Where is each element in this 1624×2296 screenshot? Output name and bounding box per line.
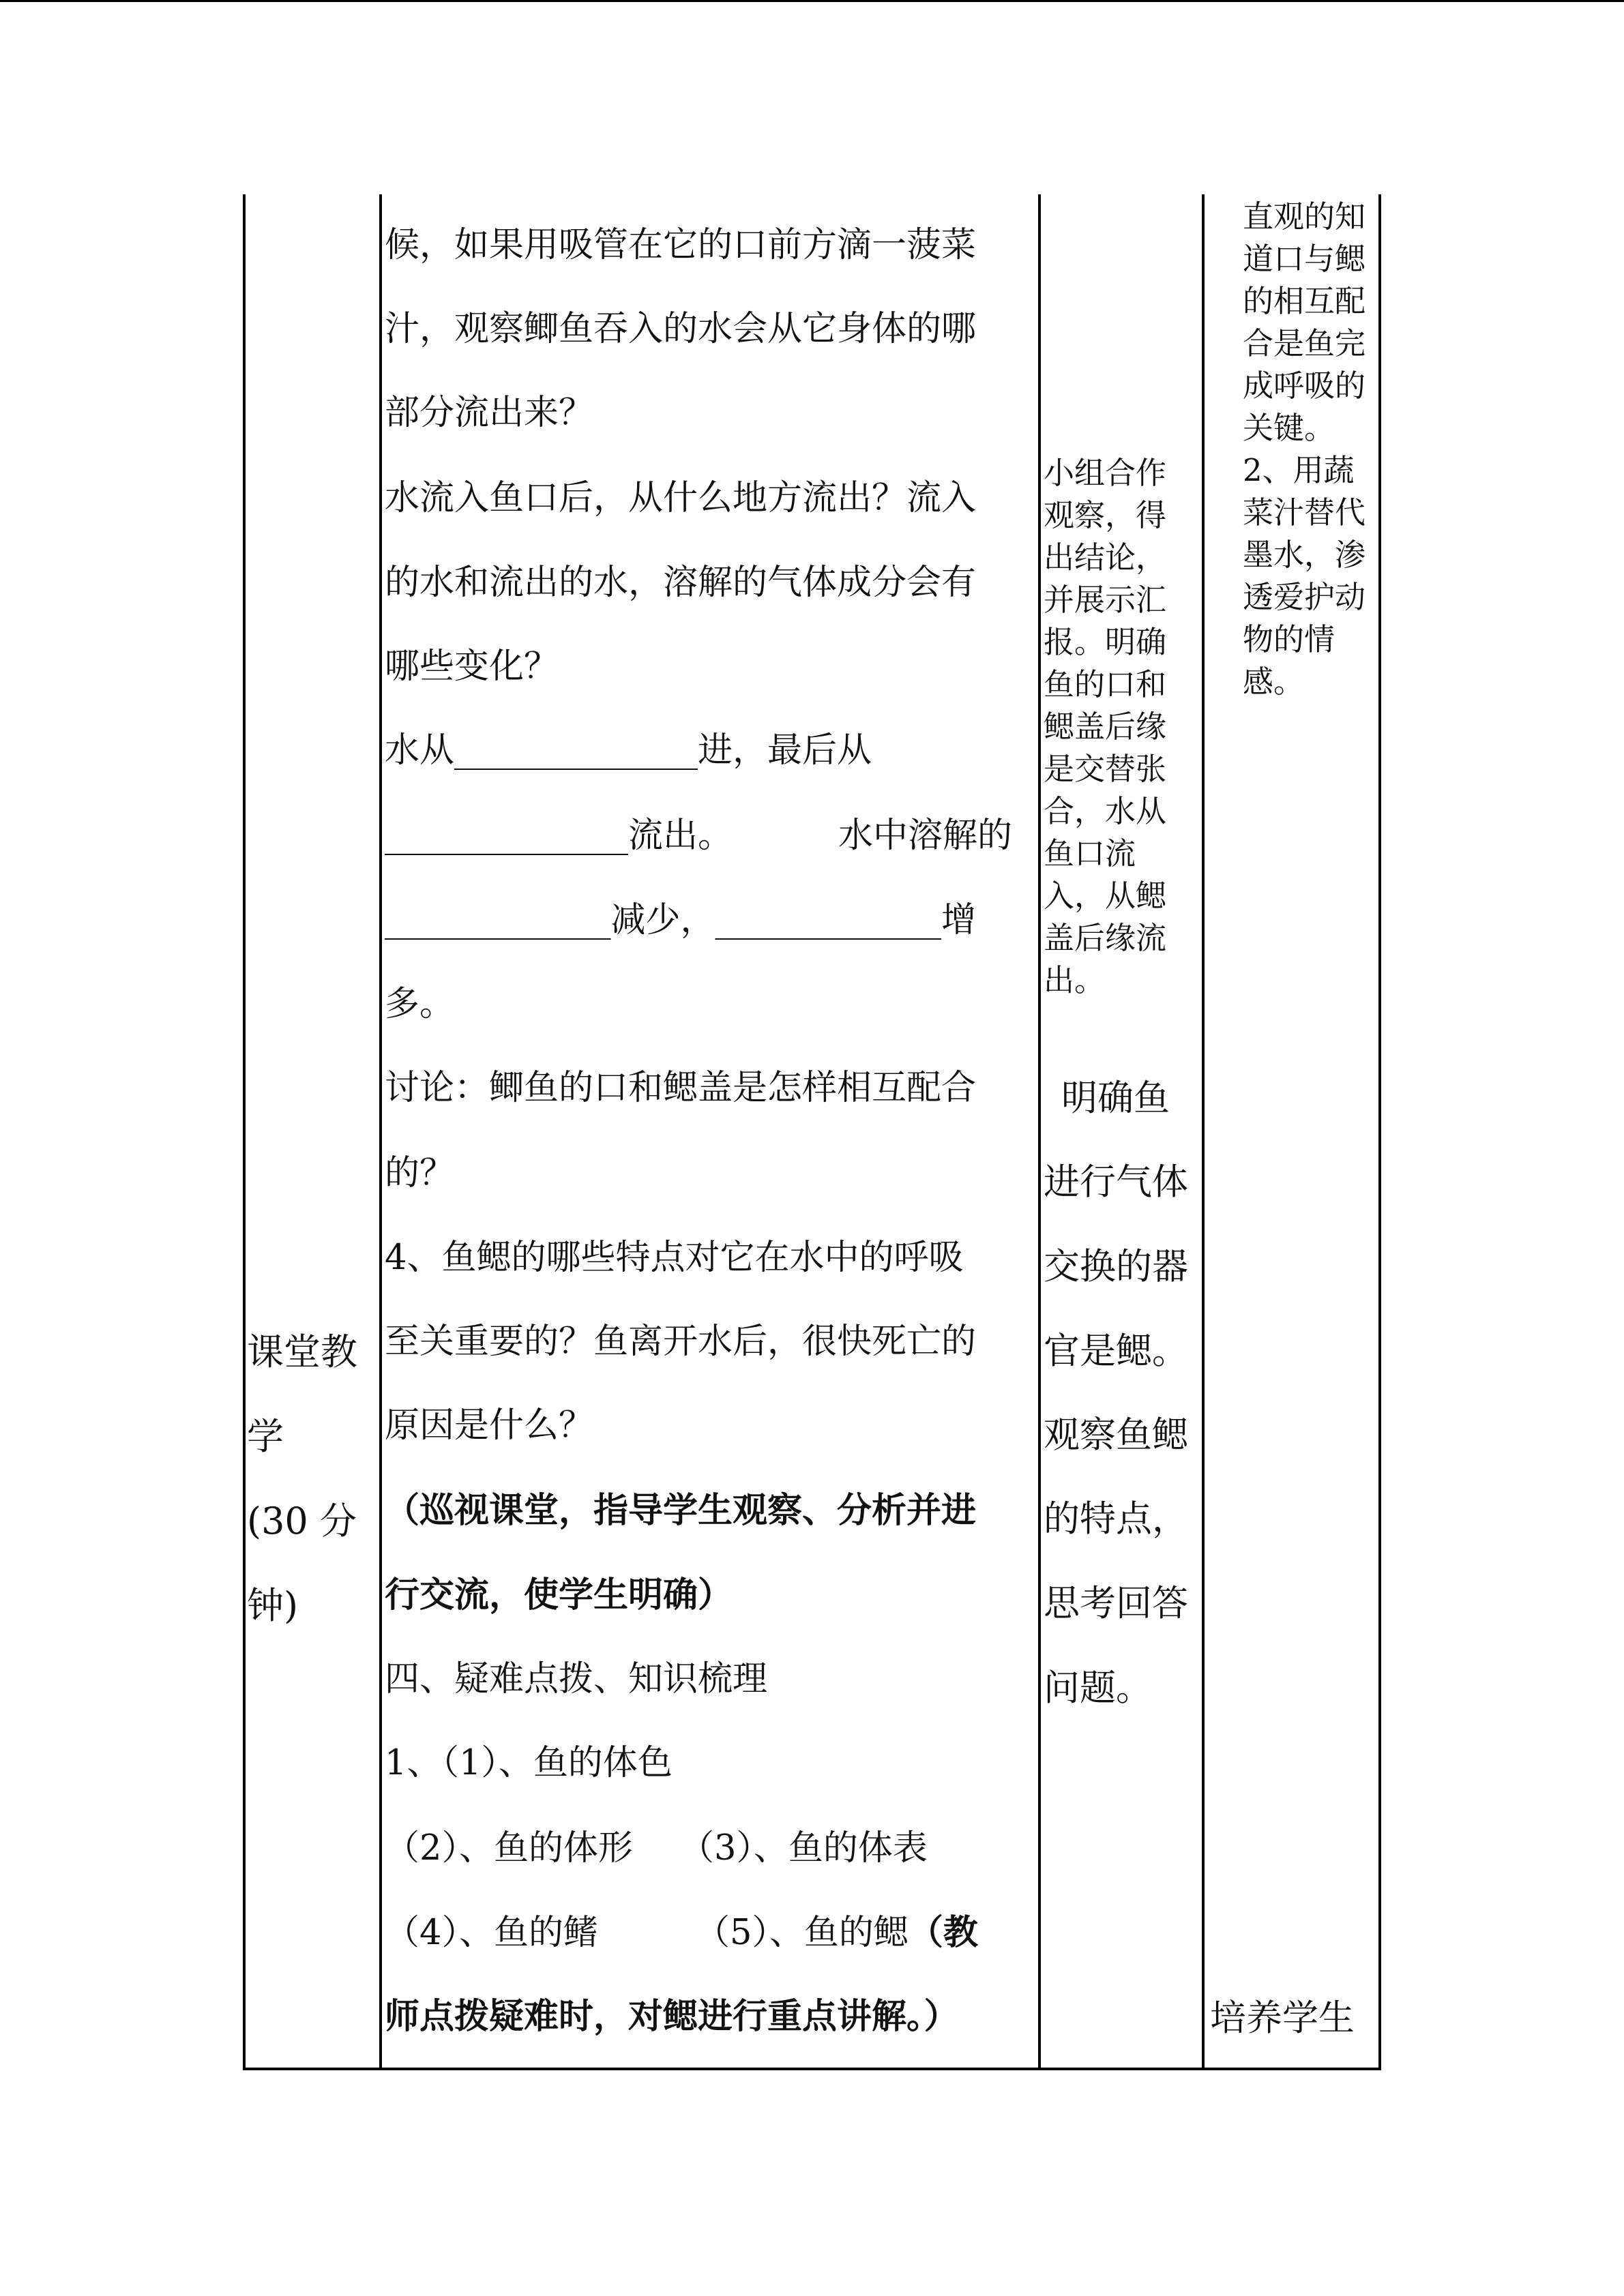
student-activity-line: 鱼的口和	[1044, 666, 1167, 702]
design-intent-line: 墨水，渗	[1243, 537, 1366, 573]
stage-cell	[246, 194, 379, 2070]
content-line	[385, 1904, 978, 1954]
content-line	[385, 1819, 928, 1870]
content-part: （2）、鱼的体形	[385, 1828, 633, 1868]
student-activity-line: 鳃盖后缘	[1044, 709, 1167, 745]
teacher-note: 师点拨疑难时，对鳃进行重点讲解。）	[385, 1996, 959, 2037]
column-divider-3	[1202, 194, 1205, 2070]
design-intent-line: 菜汁替代	[1243, 494, 1366, 531]
content-part: （4）、鱼的鳍	[385, 1913, 598, 1953]
fill-blank-part: 水中溶解的	[838, 816, 1013, 856]
student-activity-line: 报。明确	[1044, 624, 1167, 660]
student-activity-line: 合，水从	[1044, 793, 1167, 829]
content-line: 原因是什么？	[385, 1405, 594, 1446]
content-line: 水流入鱼口后，从什么地方流出？流入	[385, 478, 977, 518]
student-activity-line: 并展示汇	[1044, 582, 1167, 618]
teacher-note: 行交流，使学生明确）	[385, 1575, 733, 1615]
design-intent-line: 合是鱼完	[1243, 325, 1366, 361]
table-border-bottom	[243, 2068, 1381, 2070]
student-activity-line: 观察，得	[1044, 497, 1167, 533]
student-activity-line: 观察鱼鳃	[1044, 1414, 1188, 1456]
content-line: 至关重要的？鱼离开水后，很快死亡的	[385, 1322, 977, 1362]
fill-blank-line: 水从______________进，最后从	[385, 730, 872, 771]
content-line: 1、（1）、鱼的体色	[385, 1743, 673, 1783]
student-activity-line: 鱼口流	[1044, 835, 1136, 871]
content-line: 哪些变化？	[385, 646, 559, 687]
column-divider-1	[379, 194, 382, 2070]
teacher-note: （巡视课堂，指导学生观察、分析并进	[385, 1490, 977, 1531]
student-activity-line: 是交替张	[1044, 751, 1167, 787]
student-activity-line: 问题。	[1044, 1667, 1152, 1709]
content-line: 讨论：鲫鱼的口和鳃盖是怎样相互配合	[385, 1068, 977, 1108]
student-activity-line: 入，从鳃	[1044, 878, 1167, 914]
design-intent-line: 2、用蔬	[1243, 452, 1355, 488]
content-line: 候，如果用吸管在它的口前方滴一菠菜	[385, 225, 977, 265]
content-line: 的？	[385, 1153, 455, 1193]
stage-line: 学	[247, 1415, 284, 1458]
student-activity-line: 小组合作	[1044, 455, 1167, 491]
student-activity-line: 的特点，	[1044, 1498, 1188, 1540]
column-divider-2	[1038, 194, 1041, 2070]
design-intent-line: 的相互配	[1243, 283, 1366, 319]
fill-blank-line: _____________减少，_____________增	[385, 900, 977, 940]
design-intent-line: 透爱护动	[1243, 579, 1366, 615]
student-activity-line: 出。	[1044, 962, 1106, 998]
content-part: （5）、鱼的鳃	[694, 1913, 909, 1953]
content-line: 4、鱼鳃的哪些特点对它在水中的呼吸	[385, 1238, 964, 1278]
content-part: （3）、鱼的体表	[679, 1828, 928, 1868]
stage-line: 课堂教	[247, 1330, 357, 1373]
teacher-note-part: （教	[908, 1912, 978, 1953]
design-intent-line: 物的情	[1243, 621, 1335, 657]
student-activity-line: 交换的器	[1044, 1246, 1188, 1287]
student-activity-line: 盖后缘流	[1044, 920, 1167, 956]
fill-blank-part: ______________流出。	[385, 816, 733, 856]
design-intent-line: 关键。	[1243, 410, 1335, 446]
fill-blank-line	[385, 807, 1012, 857]
design-intent-line: 培养学生	[1210, 1997, 1355, 2039]
stage-line: (30 分	[247, 1500, 357, 1542]
table-border-right	[1378, 194, 1381, 2070]
content-line: 部分流出来？	[385, 393, 594, 433]
content-line: 多。	[385, 984, 455, 1024]
stage-line: 钟)	[247, 1584, 299, 1627]
student-activity-line: 出结论，	[1044, 539, 1167, 576]
design-intent-line: 成呼吸的	[1243, 368, 1366, 404]
lesson-plan-table	[243, 194, 1381, 2070]
content-line: 汁，观察鲫鱼吞入的水会从它身体的哪	[385, 309, 977, 349]
section-heading: 四、疑难点拨、知识梳理	[385, 1659, 768, 1699]
design-intent-line: 直观的知	[1243, 198, 1366, 235]
content-line: 的水和流出的水，溶解的气体成分会有	[385, 563, 977, 603]
student-activity-line: 进行气体	[1044, 1161, 1188, 1203]
student-activity-line: 官是鳃。	[1044, 1330, 1188, 1372]
design-intent-line: 道口与鳃	[1243, 241, 1366, 277]
student-activity-line: 明确鱼	[1061, 1077, 1170, 1119]
page-top-border	[0, 0, 1624, 2]
student-activity-line: 思考回答	[1044, 1583, 1188, 1624]
design-intent-line: 感。	[1243, 664, 1305, 700]
